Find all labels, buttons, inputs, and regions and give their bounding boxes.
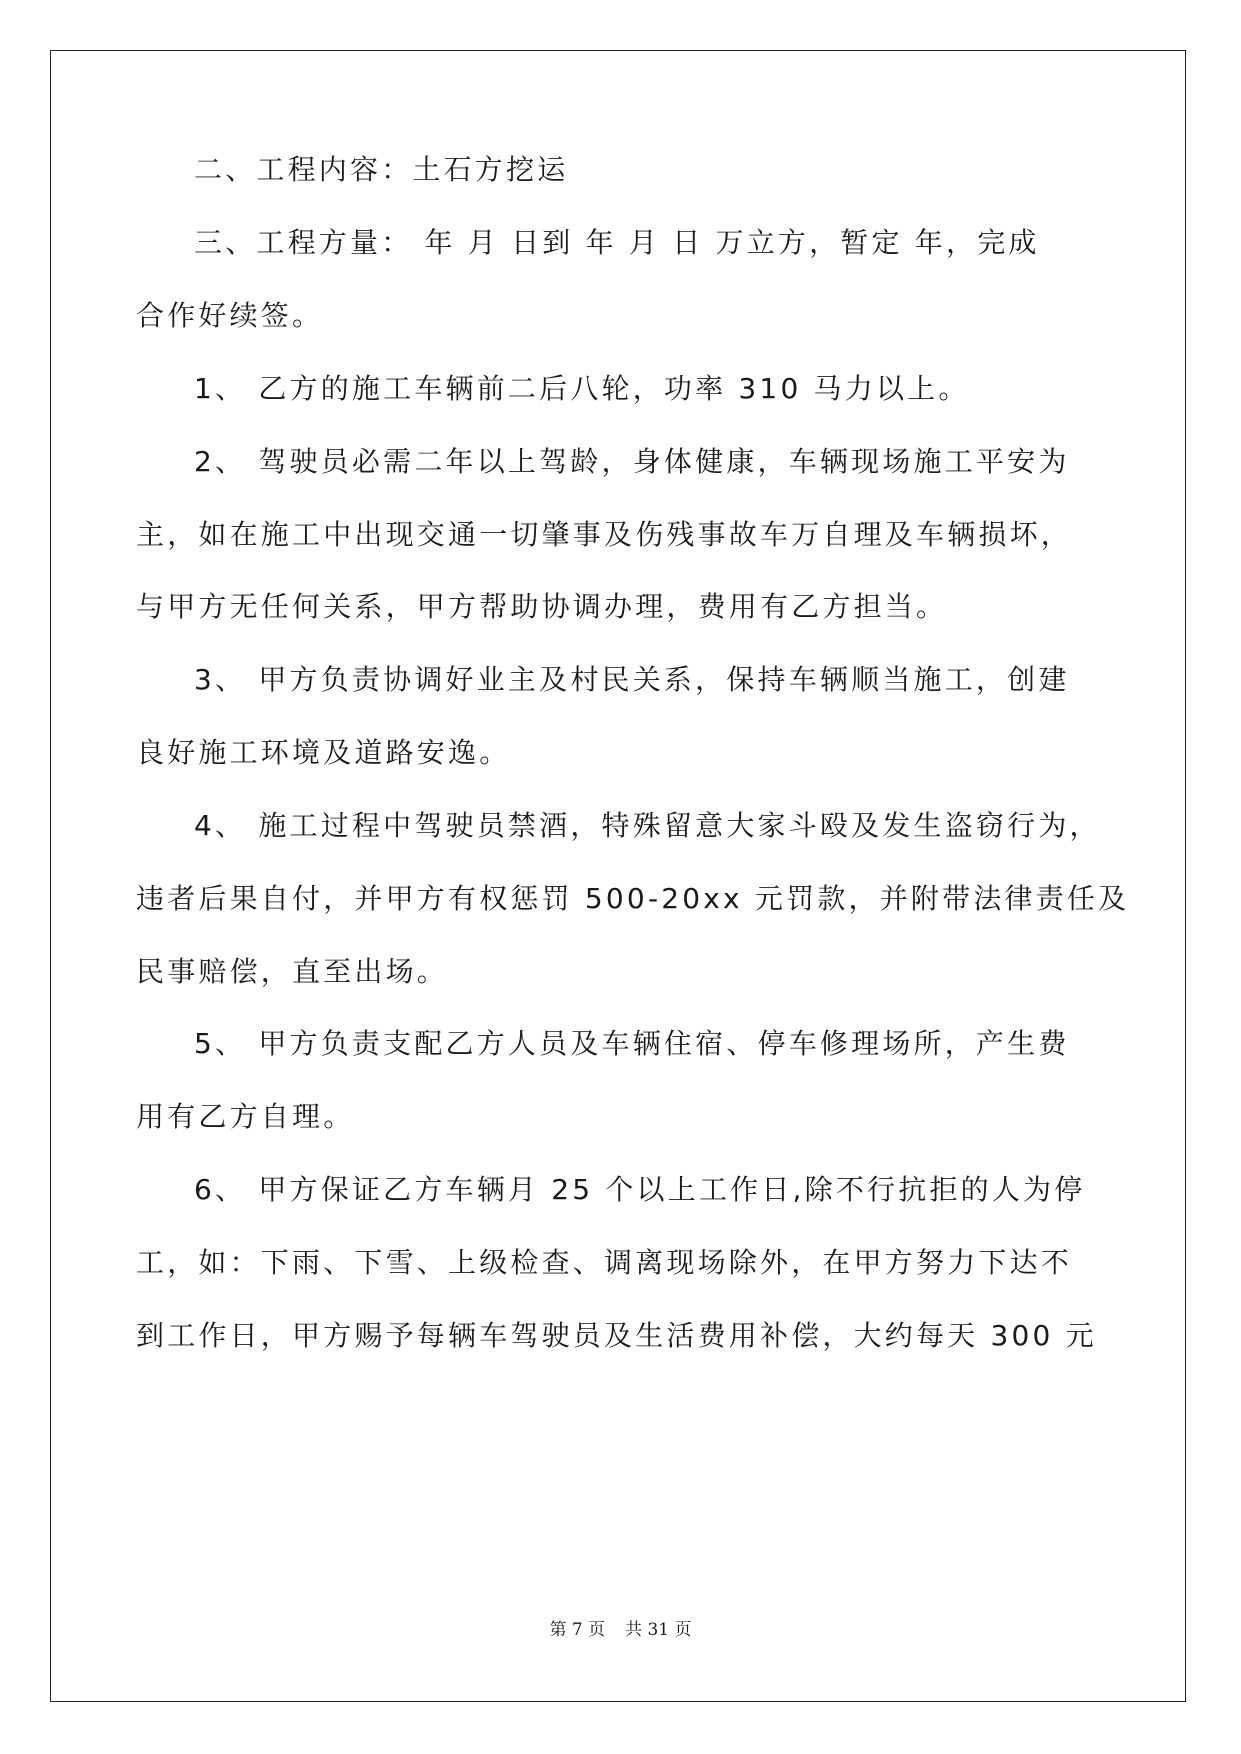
text-line: 主，如在施工中出现交通一切肇事及伤残事故车万自理及车辆损坏， — [136, 518, 1073, 551]
text-line: 1、 乙方的施工车辆前二后八轮，功率 310 马力以上。 — [194, 372, 970, 405]
page-number: 第 7 页 — [549, 1620, 606, 1640]
text-line: 良好施工环境及道路安逸。 — [136, 736, 511, 769]
text-line: 二、工程内容：土石方挖运 — [194, 153, 569, 186]
page-total: 共 31 页 — [625, 1620, 692, 1640]
text-line: 6、 甲方保证乙方车辆月 25 个以上工作日,除不行抗拒的人为停 — [194, 1173, 1086, 1206]
text-line: 到工作日，甲方赐予每辆车驾驶员及生活费用补偿，大约每天 300 元 — [136, 1319, 1097, 1352]
text-line: 5、 甲方负责支配乙方人员及车辆住宿、停车修理场所，产生费 — [194, 1027, 1070, 1060]
text-line: 工，如：下雨、下雪、上级检查、调离现场除外，在甲方努力下达不 — [136, 1246, 1073, 1279]
text-line: 合作好续签。 — [136, 299, 324, 332]
page-footer — [0, 1618, 1241, 1642]
text-line: 与甲方无任何关系，甲方帮助协调办理，费用有乙方担当。 — [136, 590, 948, 623]
text-line: 4、 施工过程中驾驶员禁酒，特殊留意大家斗殴及发生盗窃行为， — [194, 809, 1101, 842]
text-line: 民事赔偿，直至出场。 — [136, 955, 449, 988]
text-line: 违者后果自付，并甲方有权惩罚 500-20xx 元罚款，并附带法律责任及 — [136, 882, 1130, 915]
text-line: 3、 甲方负责协调好业主及村民关系，保持车辆顺当施工，创建 — [194, 663, 1070, 696]
text-line: 用有乙方自理。 — [136, 1100, 355, 1133]
text-line: 2、 驾驶员必需二年以上驾龄，身体健康，车辆现场施工平安为 — [194, 445, 1070, 478]
text-line: 三、工程方量： 年 月 日到 年 月 日 万立方，暂定 年，完成 — [194, 226, 1040, 259]
